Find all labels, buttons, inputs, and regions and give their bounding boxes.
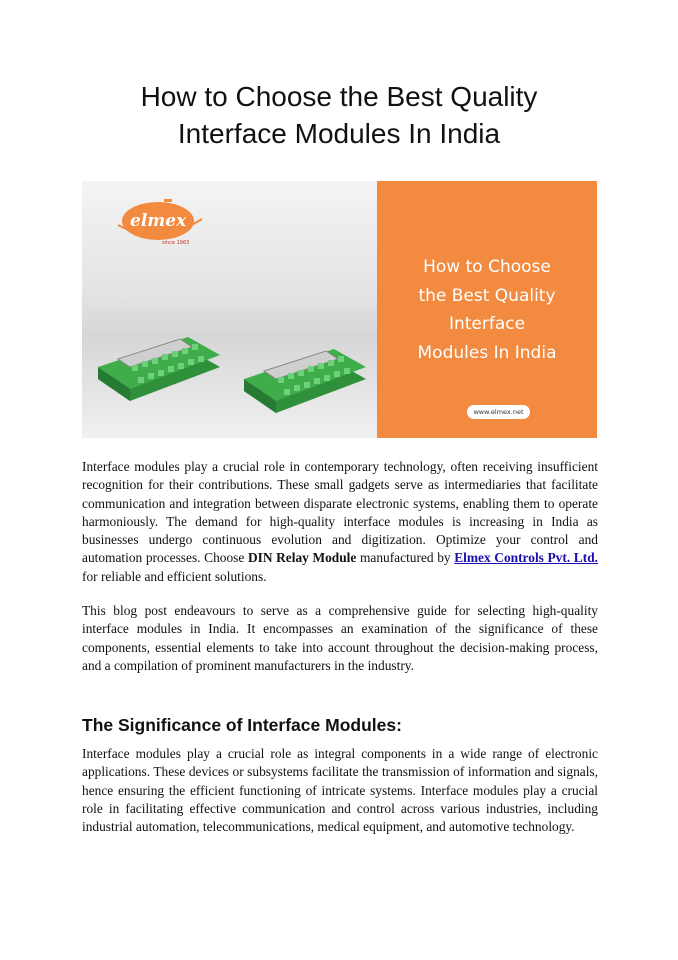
banner-url: www.elmex.net — [467, 405, 530, 419]
banner-heading-line: the Best Quality — [418, 285, 556, 306]
intro-paragraph — [82, 458, 598, 586]
elmex-logo — [112, 195, 208, 253]
banner-heading — [377, 253, 597, 367]
interface-module-image-2 — [234, 321, 374, 421]
banner-heading-line: Modules In India — [417, 342, 557, 363]
din-relay-module-term: DIN Relay Module — [247, 550, 357, 566]
intro-text-a: Interface modules play a crucial role in contemporary technology, often receiving insufficient recognition for their contributions. These small gadgets serve as intermediaries that facilitate communication and integration between disparate electronic systems, enabling them to operate harmoniously. The demand for high-quality interface modules is increasing in India as businesses undergo continuous evolution and digitization. Optimize your control and automation processes. Choose — [82, 459, 598, 566]
interface-module-image-1 — [88, 309, 228, 409]
hero-banner — [82, 181, 597, 438]
banner-heading-panel — [377, 181, 597, 438]
banner-product-panel — [82, 181, 377, 438]
logo-since: since 1963 — [162, 240, 190, 246]
elmex-controls-link[interactable]: Elmex Controls Pvt. Ltd. — [454, 550, 598, 566]
banner-heading-line: How to Choose — [423, 257, 551, 277]
page-title — [40, 78, 638, 152]
intro-text-c: for reliable and efficient solutions. — [82, 568, 267, 584]
logo-wordmark: elmex — [130, 211, 187, 231]
section-heading-significance: The Significance of Interface Modules: — [82, 715, 402, 735]
intro-text-b: manufactured by — [356, 550, 455, 566]
page-title-line-1: How to Choose the Best Quality — [140, 81, 538, 112]
blog-purpose-paragraph: This blog post endeavours to serve as a comprehensive guide for selecting high-quality interface modules in India. It encompasses an examination of the significance of these components, essential elements to take into account throughout the decision-making process, and a compilation of prominent manufacturers in the industry. — [82, 603, 598, 673]
page-title-line-2: Interface Modules In India — [177, 118, 501, 149]
banner-heading-line: Interface — [448, 314, 526, 334]
significance-paragraph: Interface modules play a crucial role as integral components in a wide range of electronic applications. These devices or subsystems facilitate the transmission of information and signals, hence ensuring the efficient functioning of intricate systems. Interface modules play a crucial role in facilitating effective communication and control across various industries, including industrial automation, telecommunications, medical equipment, and automotive technology. — [82, 746, 598, 835]
